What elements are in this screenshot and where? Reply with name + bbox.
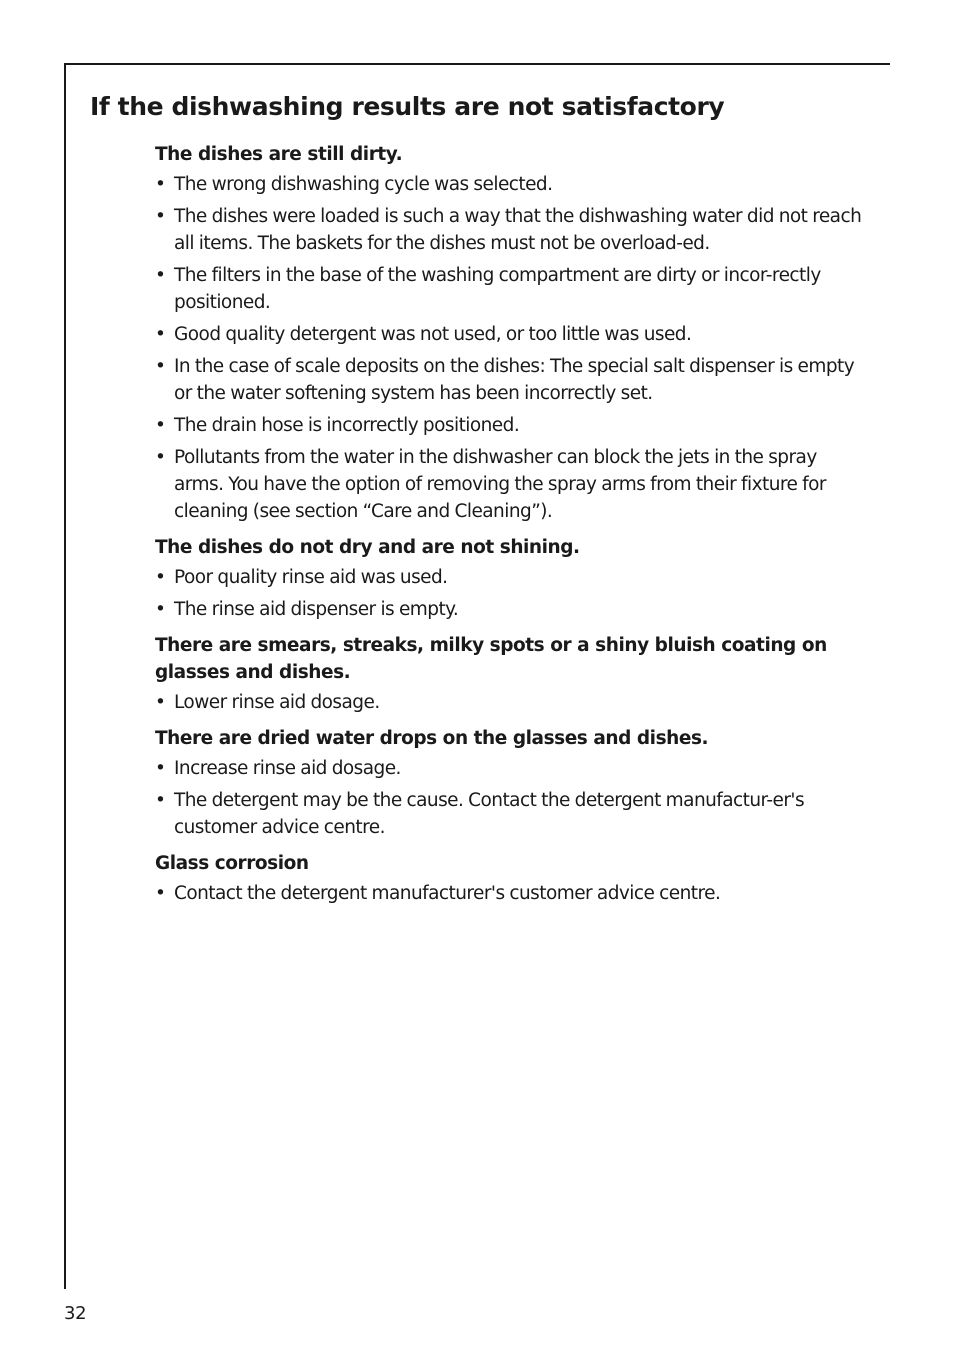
section-heading: There are dried water drops on the glasses and dishes. <box>155 728 709 749</box>
bullet-icon: • <box>155 692 166 713</box>
section-glass-corrosion <box>155 850 870 907</box>
list-item <box>155 444 870 525</box>
list-item <box>155 262 870 316</box>
list-item <box>155 353 870 407</box>
bullet-icon: • <box>155 447 166 468</box>
bullet-icon: • <box>155 567 166 588</box>
list-item <box>155 412 870 439</box>
list-item-text: Pollutants from the water in the dishwasher can block the jets in the spray arms. You have the option of removing the spray arms from their fixture for cleaning (see section “Care and Cleaning”). <box>174 447 826 522</box>
list-item <box>155 171 870 198</box>
list-item-text: The wrong dishwashing cycle was selected. <box>174 174 553 195</box>
list-item <box>155 203 870 257</box>
section-heading: The dishes are still dirty. <box>155 144 403 165</box>
list-item-text: The dishes were loaded is such a way that the dishwashing water did not reach all items. The baskets for the dishes must not be overload-ed. <box>174 206 862 254</box>
list-item <box>155 321 870 348</box>
page-frame-top-rule <box>64 63 890 65</box>
bullet-icon: • <box>155 324 166 345</box>
bullet-icon: • <box>155 758 166 779</box>
list-item-text: Good quality detergent was not used, or too little was used. <box>174 324 692 345</box>
bullet-icon: • <box>155 356 166 377</box>
page-title: If the dishwashing results are not satisfactory <box>90 92 725 121</box>
bullet-icon: • <box>155 206 166 227</box>
list-item-text: In the case of scale deposits on the dishes: The special salt dispenser is empty or the water softening system has been incorrectly set. <box>174 356 855 404</box>
list-item <box>155 755 870 782</box>
page-number: 32 <box>64 1303 87 1324</box>
list-item <box>155 596 870 623</box>
bullet-icon: • <box>155 174 166 195</box>
section-dishes-not-dry <box>155 534 870 623</box>
bullet-icon: • <box>155 790 166 811</box>
list-item-text: The drain hose is incorrectly positioned. <box>174 415 520 436</box>
list-item <box>155 564 870 591</box>
section-smears-streaks <box>155 632 870 716</box>
bullet-list <box>155 755 870 841</box>
bullet-icon: • <box>155 265 166 286</box>
list-item-text: The rinse aid dispenser is empty. <box>174 599 459 620</box>
bullet-list <box>155 880 870 907</box>
section-heading: The dishes do not dry and are not shining. <box>155 537 580 558</box>
list-item <box>155 787 870 841</box>
list-item <box>155 689 870 716</box>
troubleshooting-content <box>155 141 870 916</box>
list-item <box>155 880 870 907</box>
bullet-icon: • <box>155 599 166 620</box>
bullet-list <box>155 564 870 623</box>
section-heading: There are smears, streaks, milky spots or a shiny bluish coating on glasses and dishes. <box>155 635 827 683</box>
bullet-icon: • <box>155 415 166 436</box>
bullet-list <box>155 689 870 716</box>
list-item-text: The filters in the base of the washing compartment are dirty or incor-rectly positioned. <box>174 265 821 313</box>
bullet-icon: • <box>155 883 166 904</box>
page-frame-left-rule <box>64 63 66 1289</box>
list-item-text: Lower rinse aid dosage. <box>174 692 380 713</box>
section-dried-water-drops <box>155 725 870 841</box>
list-item-text: The detergent may be the cause. Contact the detergent manufactur-er's customer advice centre. <box>174 790 805 838</box>
bullet-list <box>155 171 870 525</box>
section-dishes-still-dirty <box>155 141 870 525</box>
list-item-text: Poor quality rinse aid was used. <box>174 567 448 588</box>
list-item-text: Contact the detergent manufacturer's customer advice centre. <box>174 883 721 904</box>
list-item-text: Increase rinse aid dosage. <box>174 758 401 779</box>
section-heading: Glass corrosion <box>155 853 309 874</box>
